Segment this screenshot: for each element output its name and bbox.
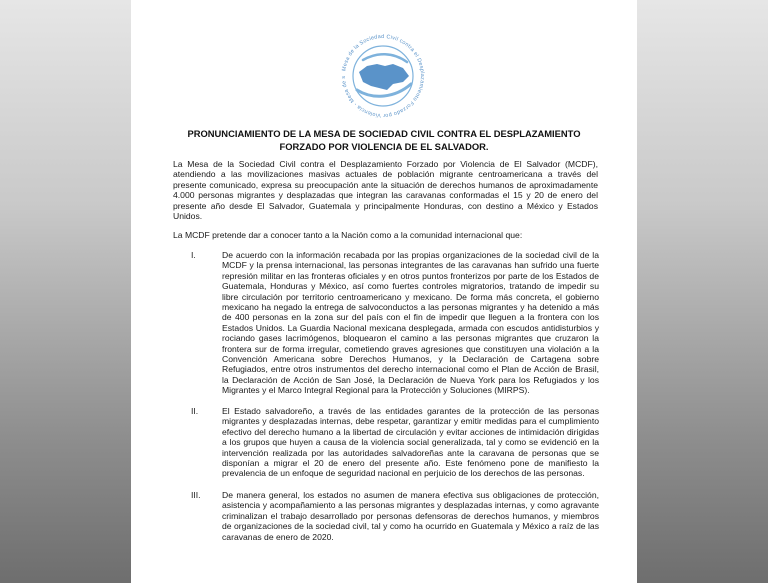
item-numeral: I. bbox=[191, 250, 196, 260]
item-numeral: II. bbox=[191, 406, 199, 416]
intro-paragraph: La Mesa de la Sociedad Civil contra el Desplazamiento Forzado por Violencia de El Salvador (MCDF), atendiendo a las movilizaciones masivas actuales de población migrante centroamericana a través del presente comunicado, expresa su preocupación ante la situación de derechos humanos de aproximadamente 4.000 personas migrantes y desplazadas que integran las caravanas conformadas el 15 y 20 de enero del presente año desde El Salvador, Guatemala y principalmente Honduras, con destino a México y Estados Unidos. bbox=[173, 159, 598, 222]
document-title bbox=[161, 127, 607, 153]
logo-ring-text: Mesa de la Sociedad Civil contra el Desplazamiento Forzado por Violencia - Mesa de s bbox=[340, 33, 426, 119]
item-numeral: III. bbox=[191, 490, 201, 500]
mcdf-logo bbox=[333, 26, 433, 126]
item-text: De acuerdo con la información recabada por las propias organizaciones de la sociedad civil de la MCDF y la prensa internacional, las personas integrantes de las caravanas han sufrido una fuerte represión militar en las fronteras oficiales y en otros puntos fronterizos por parte de los Estados de Guatemala, Honduras y México, así como fuertes controles migratorios, tratando de impedir su libre circulación por territorio centroamericano y mexicano. De forma más concreta, el gobierno mexicano ha negado la entrega de salvoconductos a las personas migrantes y ha detenido a más de 400 personas en la zona sur del país con el fin de impedir que lleguen a la frontera con los Estados Unidos. La Guardia Nacional mexicana desplegada, armada con escudos antidisturbios y rociando gases lacrimógenos, bloquearon el camino a las personas migrantes que cruzaron la frontera sur de forma irregular, cometiendo graves agresiones que constituyen una violación a la Convención Americana sobre Derechos Humanos, y la Declaración de Cartagena sobre Refugiados, entre otros instrumentos del derecho internacional como el Plan de Acción de Brasil, la Declaración de Acción de San José, la Declaración de Nueva York para los Refugiados y los Migrantes y el Marco Integral Regional para la Protección y Soluciones (MIRPS). bbox=[222, 250, 599, 396]
title-line-2: FORZADO POR VIOLENCIA DE EL SALVADOR. bbox=[279, 141, 489, 152]
title-line-1: PRONUNCIAMIENTO DE LA MESA DE SOCIEDAD CIVIL CONTRA EL DESPLAZAMIENTO bbox=[187, 128, 581, 139]
document-page bbox=[131, 0, 637, 583]
lead-paragraph: La MCDF pretende dar a conocer tanto a la Nación como a la comunidad internacional que: bbox=[173, 230, 523, 240]
item-text: El Estado salvadoreño, a través de las entidades garantes de la protección de las personas migrantes y desplazadas internas, debe respetar, garantizar y emitir medidas para el cumplimiento efectivo del derecho humano a la libertad de circulación y evitar acciones de intimidación dirigidas a los grupos que huyen a causa de la violencia social generalizada, tal y como se evidenció en la intervención realizada por las autoridades salvadoreñas ante la caravana de personas que se disponían a migrar el 20 de enero del presente año. Este fenómeno pone de manifiesto la prevalencia de un enfoque de seguridad nacional en perjuicio de los derechos de las personas. bbox=[222, 406, 599, 479]
item-text: De manera general, los estados no asumen de manera efectiva sus obligaciones de protección, asistencia y acompañamiento a las personas migrantes y desplazadas internas, y como agravante criminalizan el trabajo desarrollado por personas defensoras de derechos humanos, y miembros de organizaciones de la sociedad civil, tal y como ha ocurrido en Guatemala y México a raíz de las caravanas de enero de 2020. bbox=[222, 490, 599, 542]
